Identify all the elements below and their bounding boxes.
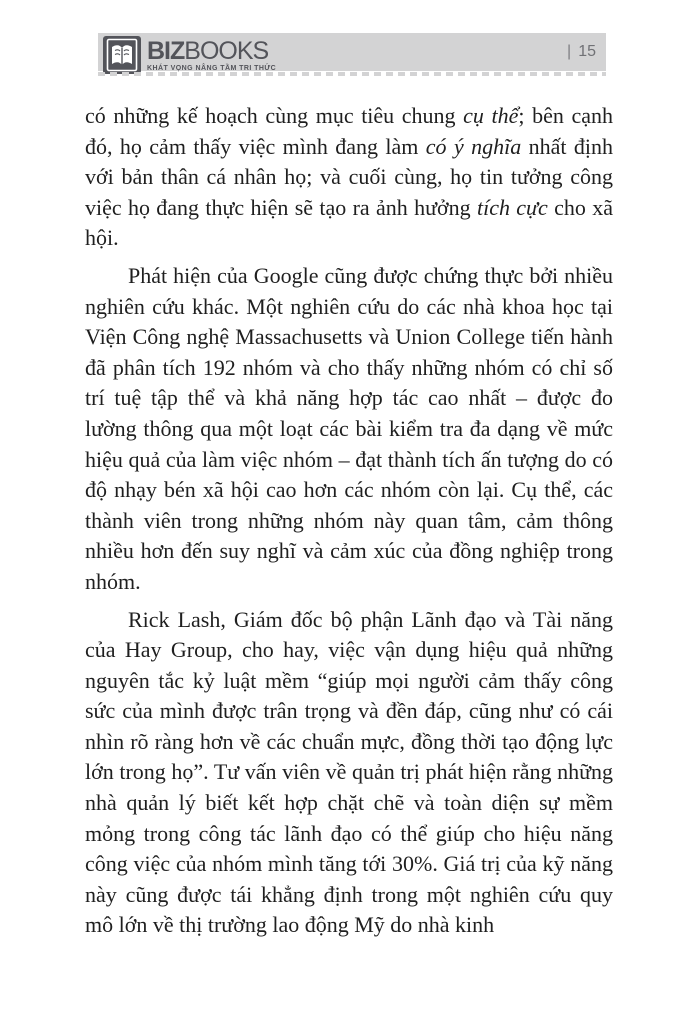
logo-text-block [147, 36, 276, 72]
text-run: Phát hiện của Google cũng được chứng thực bởi nhiều nghiên cứu khác. Một nghiên cứu do các nhà khoa học tại Viện Công nghệ Massachusetts và Union College tiến hành đã phân tích 192 nhóm và cho thấy những nhóm có chỉ số trí tuệ tập thể và khả năng hợp tác cao nhất – được đo lường thông qua một loạt các bài kiểm tra đa dạng về mức hiệu quả của làm việc nhóm – đạt thành tích ấn tượng do có độ nhạy bén xã hội cao hơn các nhóm còn lại. Cụ thể, các thành viên trong những nhóm này quan tâm, cảm thông nhiều hơn đến suy nghĩ và cảm xúc của đồng nghiệp trong nhóm. [85, 262, 613, 594]
brand-name [147, 37, 276, 65]
paragraph [85, 261, 613, 598]
brand-secondary-text: BOOKS [184, 37, 269, 65]
text-run: ; bên cạnh đó, họ cảm thấy việc mình đang làm [85, 103, 613, 159]
paragraph [85, 605, 613, 942]
text-run: cho xã hội. [85, 194, 613, 251]
brand-tagline: KHÁT VỌNG NÂNG TẦM TRI THỨC [147, 65, 277, 72]
bizbooks-book-icon [103, 36, 141, 74]
publisher-logo [103, 36, 276, 74]
brand-primary-text: BIZ [147, 37, 185, 65]
page-number-separator: | [567, 43, 572, 60]
text-run: nhất định với bản thân cá nhân họ; và cuối cùng, họ tin tưởng công việc họ đang thực hiện sẽ tạo ra ảnh hưởng [85, 133, 613, 220]
paragraph [85, 101, 613, 254]
perforation-edge [98, 72, 606, 76]
text-run: có những kế hoạch cùng mục tiêu chung [85, 103, 464, 128]
body-text [85, 101, 613, 948]
page-header [98, 33, 606, 71]
text-run: tích cực [476, 194, 548, 220]
text-run: cụ thể [463, 103, 519, 128]
text-run: có ý nghĩa [425, 133, 522, 159]
page-number [567, 33, 596, 71]
page-number-value: 15 [578, 43, 596, 60]
text-run: Rick Lash, Giám đốc bộ phận Lãnh đạo và Tài năng của Hay Group, cho hay, việc vận dụng hiệu quả những nguyên tắc kỷ luật mềm “giúp mọi người cảm thấy công sức của mình được trân trọng và đền đáp, cũng như có cái nhìn rõ ràng hơn về các chuẩn mực, đồng thời tạo động lực lớn trong họ”. Tư vấn viên về quản trị phát hiện rằng những nhà quản lý biết kết hợp chặt chẽ và toàn diện sự mềm mỏng trong công tác lãnh đạo có thể giúp cho hiệu năng công việc của nhóm mình tăng tới 30%. Giá trị của kỹ năng này cũng được tái khẳng định trong một nghiên cứu quy mô lớn về thị trường lao động Mỹ do nhà kinh [85, 606, 613, 938]
